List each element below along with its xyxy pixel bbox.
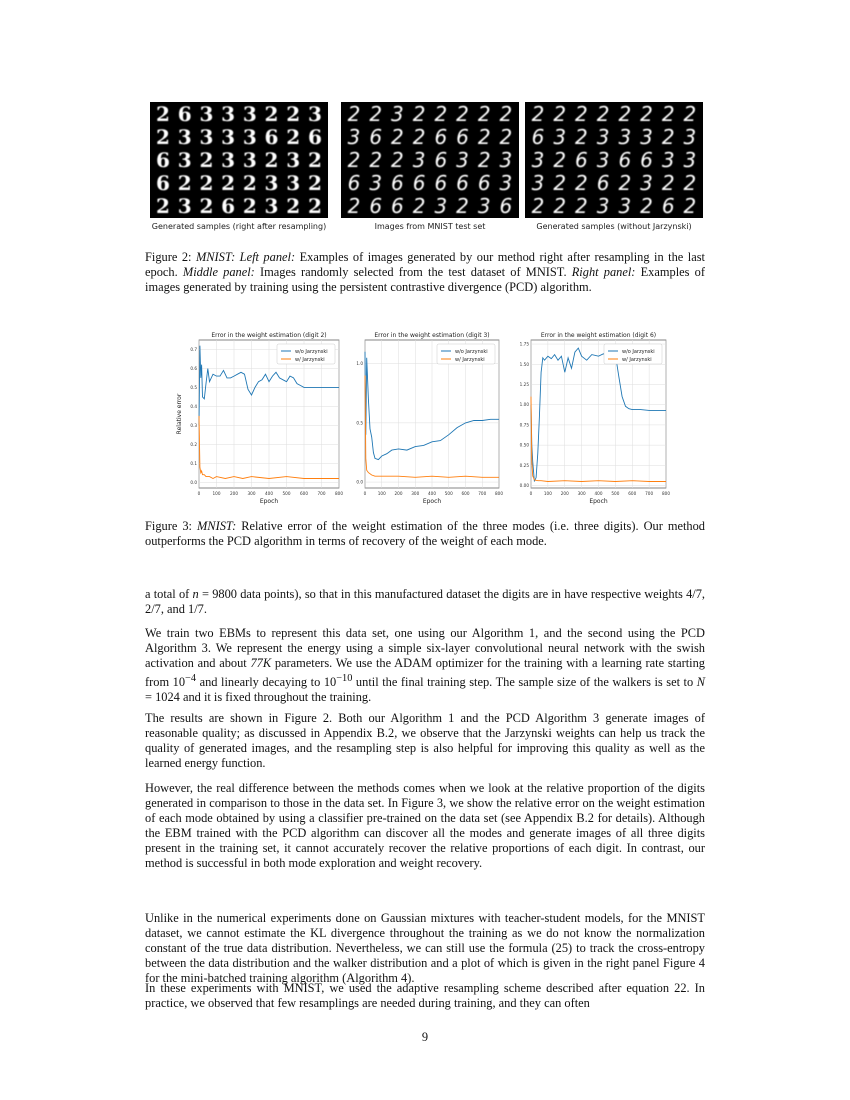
x-tick-label: 800 [335, 491, 343, 496]
legend-label: w/o Jarzynski [295, 348, 328, 355]
panel-label-right: Generated samples (without Jarzynski) [536, 222, 692, 231]
digit-image: 2 [683, 193, 697, 218]
digit-row [341, 125, 519, 148]
digit-image: 2 [531, 193, 545, 218]
digit-image: 2 [347, 147, 361, 172]
digit-image: 3 [499, 147, 513, 172]
digit-image: 2 [307, 193, 322, 218]
digit-image: 3 [456, 147, 469, 172]
digit-panel-middle [341, 102, 519, 218]
paragraph-5: Unlike in the numerical experiments done on Gaussian mixtures with teacher-student models, for the MNIST dataset, we cannot estimate the KL divergence throughout the training as we do not know the normalization constant of the true data distribution. Nevertheless, we can still use the formula (25) to track the cross-entropy between the data distribution and the walker distribution and a plot of which is given in the right panel Figure 4 for the mini-batched training algorithm (Algorithm 4). [145, 911, 705, 985]
digit-image: 3 [177, 124, 192, 149]
digit-image: 6 [499, 193, 513, 218]
digit-image: 2 [683, 102, 697, 126]
digit-image: 3 [264, 170, 279, 195]
digit-image: 3 [434, 193, 448, 218]
legend-label: w/ Jarzynski [622, 356, 652, 363]
digit-image: 2 [412, 124, 426, 149]
digit-image: 3 [221, 102, 236, 126]
digit-panel-right [525, 102, 703, 218]
digit-image: 2 [661, 124, 675, 149]
x-axis-label: Epoch [589, 498, 608, 505]
digit-image: 3 [242, 102, 257, 126]
digit-image: 2 [307, 147, 322, 172]
digit-image: 2 [553, 170, 567, 195]
digit-image: 2 [156, 102, 170, 126]
y-tick-label: 0.4 [190, 403, 197, 409]
y-tick-label: 0.50 [519, 442, 529, 448]
digit-row [341, 102, 519, 125]
digit-image: 2 [286, 193, 301, 218]
x-axis-label: Epoch [422, 498, 442, 505]
digit-image: 2 [156, 193, 170, 218]
digit-image: 2 [286, 124, 301, 149]
digit-image: 2 [434, 102, 448, 126]
digit-image: 2 [286, 102, 301, 126]
digit-image: 6 [391, 170, 404, 195]
figure-2-caption [145, 250, 705, 295]
digit-image: 6 [531, 124, 545, 149]
x-tick-label: 300 [247, 491, 256, 496]
digit-row [525, 125, 703, 148]
x-tick-label: 700 [645, 491, 654, 496]
x-tick-label: 400 [265, 491, 273, 496]
x-tick-label: 400 [428, 491, 436, 496]
x-tick-label: 500 [444, 491, 453, 496]
x-tick-label: 400 [594, 491, 603, 496]
digit-image: 3 [391, 102, 404, 126]
figure-3-label: Figure 3: [145, 519, 192, 533]
digit-image: 2 [618, 170, 632, 195]
digit-image: 6 [369, 124, 383, 149]
digit-image: 3 [199, 124, 214, 149]
figure-2-label: Figure 2: [145, 250, 192, 264]
x-tick-label: 600 [461, 491, 470, 496]
digit-image: 2 [640, 102, 653, 126]
digit-image: 2 [456, 193, 469, 218]
digit-row [150, 125, 328, 148]
digit-image: 6 [434, 170, 448, 195]
y-tick-label: 1.00 [519, 402, 529, 408]
digit-image: 6 [661, 193, 675, 218]
digit-image: 6 [640, 147, 653, 172]
digit-image: 3 [221, 124, 236, 149]
y-tick-label: 1.25 [519, 381, 529, 387]
digit-panel-left [150, 102, 328, 218]
chart-digit-3 [345, 330, 505, 510]
digit-image: 3 [369, 170, 383, 195]
y-tick-label: 0.5 [190, 384, 197, 390]
digit-image: 2 [618, 102, 632, 126]
digit-image: 2 [242, 170, 257, 195]
x-tick-label: 800 [662, 491, 670, 496]
digit-image: 6 [369, 193, 383, 218]
digit-image: 2 [242, 193, 257, 218]
y-tick-label: 0.2 [190, 441, 197, 447]
digit-row [525, 148, 703, 171]
digit-row [525, 194, 703, 217]
digit-image: 2 [199, 193, 214, 218]
digit-image: 2 [640, 193, 653, 218]
x-tick-label: 700 [478, 491, 487, 496]
chart-digit-6 [507, 330, 672, 510]
paragraph-3: The results are shown in Figure 2. Both our Algorithm 1 and the PCD Algorithm 3 generate images of reasonable quality; as discussed in Appendix B.2, we observe that the Jarzynski weights can help us track the quality of generated images, and the resampling step is also helpful for improving this quality as well as the learned energy function. [145, 711, 705, 770]
digit-image: 2 [596, 102, 610, 126]
paragraph-1: a total of n = 9800 data points), so that in this manufactured dataset the digits are in have respective weights 4/7, 2/7, and 1/7. [145, 587, 705, 616]
figure-3-caption-text: MNIST: Relative error of the weight estimation of the three modes (i.e. three digits). Our method outperforms the PCD algorithm in terms of recovery of the weight of each mode. [145, 519, 705, 548]
digit-image: 3 [531, 170, 545, 195]
digit-row [341, 148, 519, 171]
digit-image: 6 [307, 124, 322, 149]
y-tick-label: 0.6 [190, 365, 197, 371]
x-tick-label: 300 [411, 491, 420, 496]
digit-image: 2 [575, 124, 588, 149]
digit-image: 3 [264, 193, 279, 218]
digit-image: 6 [456, 124, 469, 149]
digit-image: 3 [596, 124, 610, 149]
digit-image: 2 [264, 147, 279, 172]
digit-image: 2 [369, 147, 383, 172]
x-tick-label: 600 [628, 491, 637, 496]
chart-title: Error in the weight estimation (digit 6) [540, 332, 657, 339]
y-tick-label: 1.0 [356, 361, 363, 367]
figure-2-caption-text: MNIST: Left panel: Examples of images generated by our method right after resampling in the last epoch. Middle panel: Images randomly selected from the test dataset of MNIST. Right panel: Examples of images generated by training using the persistent contrastive divergence (PCD) algorithm. [145, 250, 705, 294]
x-tick-label: 500 [611, 491, 620, 496]
x-tick-label: 700 [317, 491, 326, 496]
digit-image: 3 [683, 124, 697, 149]
digit-image: 2 [575, 170, 588, 195]
digit-image: 2 [499, 102, 513, 126]
chart-title: Error in the weight estimation (digit 3) [374, 332, 490, 339]
digit-image: 6 [177, 102, 192, 126]
paragraph-2: We train two EBMs to represent this data set, one using our Algorithm 1, and the second using the PCD Algorithm 3. We represent the energy using a simple six-layer convolutional neural network with the swish activation and about 77K parameters. We use the ADAM optimizer for the training with a learning rate starting from $10^{-4}$ and linearly decaying to $10^{-10}$ until the final training step. The sample size of the walkers is set to N = 1024 and it is fixed throughout the training. [145, 626, 706, 705]
digit-image: 2 [477, 147, 491, 172]
digit-image: 3 [499, 170, 513, 195]
digit-image: 3 [531, 147, 545, 172]
y-tick-label: 1.75 [519, 341, 529, 347]
digit-image: 3 [221, 147, 236, 172]
digit-image: 2 [347, 102, 361, 126]
digit-image: 3 [640, 170, 653, 195]
digit-image: 3 [242, 124, 257, 149]
digit-image: 3 [553, 124, 567, 149]
panel-label-middle: Images from MNIST test set [374, 222, 486, 231]
digit-image: 2 [369, 102, 383, 126]
legend-label: w/o Jarzynski [455, 348, 488, 355]
digit-image: 3 [596, 147, 610, 172]
y-tick-label: 0.25 [519, 462, 529, 468]
digit-row [525, 102, 703, 125]
x-tick-label: 500 [282, 491, 291, 496]
x-tick-label: 600 [300, 491, 308, 496]
digit-image: 6 [156, 170, 170, 195]
digit-image: 6 [618, 147, 632, 172]
digit-image: 6 [575, 147, 588, 172]
digit-image: 2 [661, 102, 675, 126]
digit-image: 6 [347, 170, 361, 195]
digit-image: 2 [553, 102, 567, 126]
x-tick-label: 100 [377, 491, 386, 496]
digit-image: 2 [683, 170, 697, 195]
digit-image: 3 [177, 193, 192, 218]
panel-label-left: Generated samples (right after resampling) [151, 222, 327, 231]
digit-image: 2 [477, 102, 491, 126]
digit-image: 2 [553, 193, 567, 218]
digit-image: 2 [264, 102, 279, 126]
paragraph-6: In these experiments with MNIST, we used the adaptive resampling scheme described after equation 22. In practice, we observed that few resamplings are needed during training, and they can often [145, 981, 705, 1010]
chart-title: Error in the weight estimation (digit 2) [211, 332, 327, 339]
digit-image: 2 [412, 193, 426, 218]
digit-image: 2 [156, 124, 170, 149]
x-tick-label: 200 [230, 491, 238, 496]
x-tick-label: 100 [543, 491, 552, 496]
digit-image: 6 [434, 124, 448, 149]
digit-image: 3 [683, 147, 697, 172]
digit-image: 2 [575, 193, 588, 218]
digit-image: 3 [347, 124, 361, 149]
digit-image: 6 [156, 147, 170, 172]
digit-image: 3 [596, 193, 610, 218]
digit-image: 2 [199, 147, 214, 172]
digit-image: 2 [391, 124, 404, 149]
digit-image: 2 [661, 170, 675, 195]
x-tick-label: 0 [363, 491, 367, 496]
digit-image: 6 [264, 124, 279, 149]
digit-image: 6 [456, 170, 469, 195]
digit-image: 6 [596, 170, 610, 195]
digit-image: 3 [242, 147, 257, 172]
x-tick-label: 0 [197, 491, 201, 496]
digit-image: 2 [221, 170, 236, 195]
y-tick-label: 0.0 [356, 479, 363, 485]
digit-image: 2 [412, 102, 426, 126]
digit-image: 3 [661, 147, 675, 172]
legend-label: w/o Jarzynski [622, 348, 655, 355]
digit-row [150, 194, 328, 217]
digit-image: 3 [477, 193, 491, 218]
digit-image: 3 [640, 124, 653, 149]
digit-image: 2 [575, 102, 588, 126]
y-tick-label: 0.75 [519, 422, 529, 428]
legend-label: w/ Jarzynski [295, 356, 325, 363]
digit-image: 2 [531, 102, 545, 126]
digit-image: 2 [177, 170, 192, 195]
digit-image: 6 [221, 193, 236, 218]
digit-image: 6 [412, 170, 426, 195]
paragraph-4: However, the real difference between the methods comes when we look at the relative proportion of the digits generated in comparison to those in the data set. In Figure 3, we show the relative error on the weight estimation of each mode obtained by using a classifier pre-trained on the data set (see Appendix B.2 for details). Although the EBM trained with the PCD algorithm can discover all the modes and generate images of all three digits present in the training set, it cannot accurately recover the relative proportions of each digit. In contrast, our method is successful in both mode exploration and weight recovery. [145, 781, 705, 870]
y-axis-label: Relative error [176, 393, 183, 435]
digit-row [341, 171, 519, 194]
x-tick-label: 800 [495, 491, 503, 496]
chart-digit-2 [175, 330, 345, 510]
y-tick-label: 0.5 [356, 420, 363, 426]
y-tick-label: 0.7 [190, 346, 197, 352]
digit-row [341, 194, 519, 217]
legend-label: w/ Jarzynski [455, 356, 485, 363]
digit-image: 2 [307, 170, 322, 195]
digit-image: 6 [477, 170, 491, 195]
digit-image: 2 [456, 102, 469, 126]
y-tick-label: 1.50 [519, 361, 529, 367]
page-number: 9 [421, 1030, 429, 1044]
digit-image: 2 [199, 170, 214, 195]
x-tick-label: 200 [560, 491, 569, 496]
x-tick-label: 100 [212, 491, 221, 496]
digit-image: 2 [553, 147, 567, 172]
digit-image: 2 [499, 124, 513, 149]
digit-image: 3 [286, 147, 301, 172]
digit-image: 3 [199, 102, 214, 126]
y-tick-label: 0.3 [190, 422, 197, 428]
y-tick-label: 0.0 [190, 479, 197, 485]
digit-image: 6 [391, 193, 404, 218]
digit-image: 3 [177, 147, 192, 172]
digit-row [150, 102, 328, 125]
x-tick-label: 300 [577, 491, 586, 496]
y-tick-label: 0.00 [519, 483, 529, 489]
digit-image: 3 [412, 147, 426, 172]
digit-image: 3 [618, 124, 632, 149]
x-tick-label: 0 [529, 491, 533, 496]
digit-image: 3 [307, 102, 322, 126]
digit-image: 2 [477, 124, 491, 149]
digit-image: 6 [434, 147, 448, 172]
digit-image: 2 [347, 193, 361, 218]
digit-image: 3 [618, 193, 632, 218]
digit-row [525, 171, 703, 194]
digit-image: 2 [391, 147, 404, 172]
x-tick-label: 200 [394, 491, 403, 496]
y-tick-label: 0.1 [190, 460, 197, 466]
x-axis-label: Epoch [259, 498, 279, 505]
digit-image: 3 [286, 170, 301, 195]
digit-row [150, 148, 328, 171]
digit-row [150, 171, 328, 194]
figure-3-caption [145, 519, 705, 549]
